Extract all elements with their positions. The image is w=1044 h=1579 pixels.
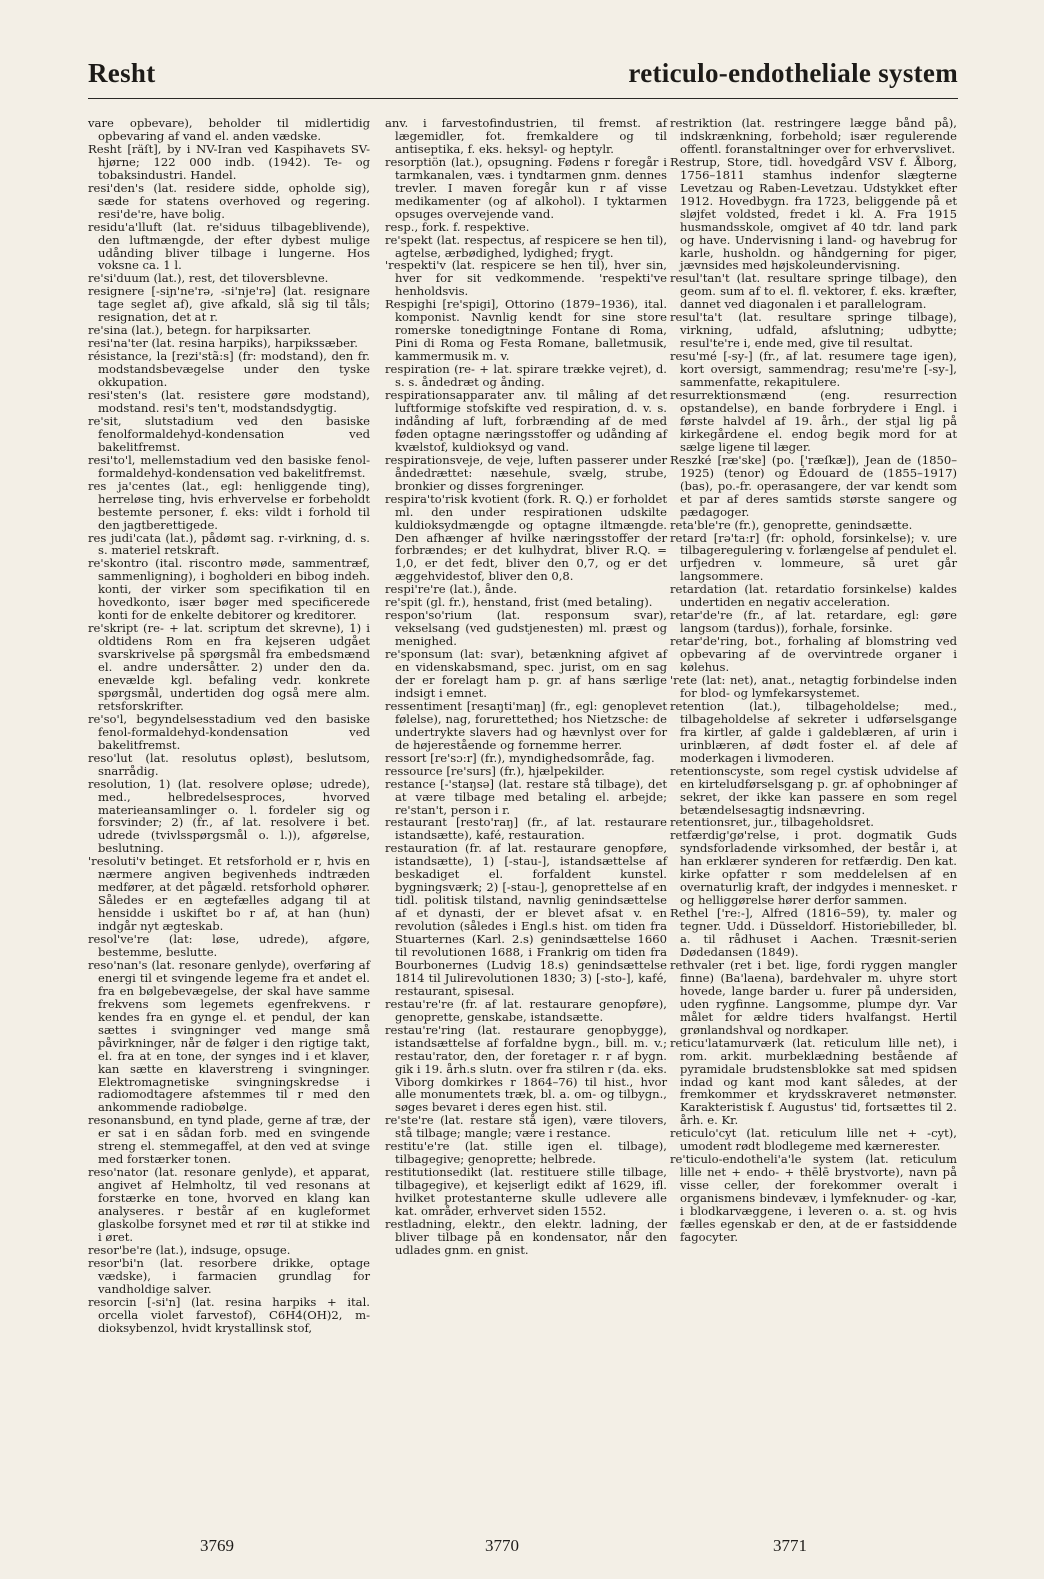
dictionary-entry: rethvaler (ret i bet. lige, fordi ryggen mangler finne) (Ba'laena), bardehvaler m. uhyre stort hovede, lange barder u. furer på undersiden, uden rygfinne. Langsomme, plumpe dyr. Var målet for ældre tiders hvalfangst. Hertil grønlandshval og nordkaper.	[670, 957, 957, 1037]
dictionary-entry: resurrektionsmænd (eng. resurrection opstandelse), en bande forbrydere i Engl. i første halvdel af 19. årh., der stjal lig på kirkegårdene el. endog begik mord for at sælge ligene til læger.	[670, 388, 957, 454]
dictionary-entry: reso'nator (lat. resonare genlyde), et apparat, angivet af Helmholtz, til ved resonans at forstærke en tone, hvorved en klang kan analyseres. r består af en kugleformet glaskolbe forsynet med et rør til at stikke ind i øret.	[88, 1165, 370, 1244]
dictionary-entry: resor'bi'n (lat. resorbere drikke, optage vædske), i farmacien grundlag for vandholdige salver.	[88, 1255, 370, 1296]
dictionary-entry: resor'be're (lat.), indsuge, opsuge.	[88, 1242, 291, 1257]
dictionary-entry: restriktion (lat. restringere lægge bånd på), indskrænkning, forbehold; især regulerende offentl. foranstaltninger over for erhvervslivet.	[670, 116, 957, 156]
dictionary-entry: re'ticulo-endotheli'a'le system (lat. reticulum lille net + endo- + thēlē brystvorte), navn på visse celler, der forekommer overalt i organismens bindevæv, i lymfeknuder- og -kar, i blodkarvæggene, i leveren o. a. st. og hvis fælles egenskab er den, at de er fastsiddende fagocyter.	[670, 1152, 957, 1244]
dictionary-entry: retard [rə'ta:r] (fr: ophold, forsinkelse); v. ure tilbageregulering v. forlængelse af pendulet el. urfjedren v. lommeure, så uret går langsommere.	[670, 530, 957, 584]
dictionary-entry: resi'na'ter (lat. resina harpiks), harpikssæber.	[88, 336, 358, 351]
dictionary-entry: reso'nan's (lat. resonare genlyde), overføring af energi til et svingende legeme fra et andet el. fra en bølgebevægelse, der skal have samme frekvens som legemets egenfrekvens. r kendes fra en gynge el. et pendul, der kan sættes i svingninger ved mange små påvirkninger, når de følger i den rigtige takt, el. fra at en tone, der synges ind i et klaver, kan sætte en klaverstreng i svingninger. Elektromagnetiske svingningskredse i radiomodtagere afstemmes til r med den ankommende radiobølge.	[88, 957, 370, 1115]
dictionary-entry: resorcin [-si'n] (lat. resina harpiks + ital. orcella violet farvestof), C6H4(OH)2, m-dioksybenzol, hvidt krystallinsk stof,	[88, 1294, 370, 1335]
dictionary-entry: 'rete (lat: net), anat., netagtig forbindelse inden for blod- og lymfekarsystemet.	[670, 672, 957, 700]
dictionary-entry: re'sit, slutstadium ved den basiske fenolformaldehyd-kondensation ved bakelitfremst.	[88, 413, 370, 454]
dictionary-entry: restladning, elektr., den elektr. ladning, der bliver tilbage på en kondensator, når den udlades gnm. en gnist.	[385, 1217, 667, 1257]
dictionary-entry: resignere [-siɲ'ne'rə, -si'nje'rə] (lat. resignare tage seglet af), give afkald, slå sig til tåls; resignation, det at r.	[88, 284, 370, 325]
dictionary-entry: retention (lat.), tilbageholdelse; med., tilbageholdelse af sekreter i udførselsgange fra kirtler, af galde i galdeblæren, af urin i urinblæren, af dødt foster el. af dele af moderkagen i livmoderen.	[670, 698, 957, 765]
dictionary-entry: resonansbund, en tynd plade, gerne af træ, der er sat i en sådan forb. med en svingende streng el. stemmegaffel, at den ved at svinge med forstærker tonen.	[88, 1113, 370, 1167]
dictionary-entry: Resht [räſt], by i NV-Iran ved Kaspihavets SV-hjørne; 122 000 indb. (1942). Te- og tobaksindustri. Handel.	[88, 141, 370, 182]
right-guideword: reticulo-endotheliale system	[628, 58, 958, 88]
dictionary-entry: restau're'ring (lat. restaurare genopbygge), istandsættelse af forfaldne bygn., bill. m. v.; restau'rator, den, der foretager r. r af bygn. gik i 19. årh.s slutn. over fra stilren r (da. eks. Viborg domkirkes r 1864–76) til hist., hvor alle monumentets træk, bl. a. om- og tilbygn., søges bevaret i deres egen hist. stil.	[385, 1022, 667, 1115]
dictionary-entry: resol've're (lat: løse, udrede), afgøre, bestemme, beslutte.	[88, 932, 370, 959]
left-guideword: Resht	[88, 58, 156, 88]
dictionary-entry: retar'de're (fr., af lat. retardare, egl: gøre langsom (tardus)), forhale, forsinke.	[670, 608, 957, 636]
dictionary-entry: Reszké [ræ'ske] (po. ['ræſkæ]), Jean de (1850–1925) (tenor) og Édouard de (1855–1917) (bas), po.-fr. operasangere, der var kendt som et par af deres samtids største sangere og pædagoger.	[670, 452, 957, 519]
dictionary-entry: re'skript (re- + lat. scriptum det skrevne), 1) i oldtidens Rom en fra kejseren udgået svarskrivelse på spørgsmål fra embedsmænd el. andre undersåtter. 2) under den da. enevælde kgl. befaling vedr. konkrete spørgsmål, undertiden dog også mere alm. retsforskrifter.	[88, 621, 370, 713]
dictionary-entry: res judi'cata (lat.), pådømt sag. r-virkning, d. s. s. materiel retskraft.	[88, 530, 370, 558]
dictionary-entry: respiration (re- + lat. spirare trække vejret), d. s. s. åndedræt og ånding.	[385, 362, 667, 390]
dictionary-entry: reticu'latamurværk (lat. reticulum lille net), i rom. arkit. murbeklædning bestående af pyramidale brudstensblokke sat med spidsen indad og kant mod kant således, at der fremkommer et krydsskraveret netmønster. Karakteristisk f. Augustus' tid, fortsættes til 2. årh. e. Kr.	[670, 1035, 957, 1128]
dictionary-entry: retentionscyste, som regel cystisk udvidelse af en kirteludførselsgang p. gr. af ophobninger af sekret, der ikke kan passere en som regel betændelsesagtig indsnævring.	[670, 763, 957, 817]
dictionary-entry: resorptiön (lat.), opsugning. Fødens r foregår i tarmkanalen, væs. i tyndtarmen gnm. dennes trevler. I maven foregår kun r af visse medikamenter (og af alkohol). I tyktarmen opsuges overvejende vand.	[385, 154, 667, 221]
dictionary-entry: résistance, la [rezi'stã:s] (fr: modstand), den fr. modstandsbevægelse under den tyske okkupation.	[88, 349, 370, 390]
dictionary-entry: resul'ta't (lat. resultare springe tilbage), virkning, udfald, afslutning; udbytte; resul'te're i, ende med, give til resultat.	[670, 310, 957, 351]
page-number-left: 3769	[200, 1536, 234, 1555]
dictionary-entry: resi'to'l, mellemstadium ved den basiske fenol-formaldehyd-kondensation ved bakelitfremst.	[88, 452, 370, 480]
dictionary-entry: resi'sten's (lat. resistere gøre modstand), modstand. resi's ten't, modstandsdygtig.	[88, 388, 370, 415]
dictionary-entry: re'sponsum (lat: svar), betænkning afgivet af en videnskabsmand, spec. jurist, om en sag der er forelagt ham p. gr. af hans særlige indsigt i emnet.	[385, 647, 667, 700]
dictionary-entry: Rethel ['re:-], Alfred (1816–59), ty. maler og tegner. Udd. i Düsseldorf. Historiebilleder, bl. a. til rådhuset i Aachen. Træsnit-serien Dødedansen (1849).	[670, 906, 957, 959]
dictionary-entry: resp., fork. f. respektive.	[385, 219, 530, 234]
dictionary-entry: resul'tan't (lat. resultare springe tilbage), den geom. sum af to el. fl. vektorer, f. eks. kræfter, dannet ved diagonalen i et parallelogram.	[670, 271, 957, 312]
dictionary-entry: restance [-'staŋsə] (lat. restare stå tilbage), det at være tilbage med betaling el. arbejde; re'stan't, person i r.	[385, 776, 667, 817]
dictionary-entry: resi'den's (lat. residere sidde, opholde sig), sæde for statens overhoved og regering. resi'de're, have bolig.	[88, 180, 370, 221]
page-number-middle: 3770	[485, 1536, 519, 1555]
dictionary-entry: retardation (lat. retardatio forsinkelse) kaldes undertiden en negativ acceleration.	[670, 582, 957, 610]
dictionary-entry: respon'so'rium (lat. responsum svar), vekselsang (ved gudstjenesten) ml. præst og menighed.	[385, 608, 667, 649]
dictionary-entry: respira'to'risk kvotient (fork. R. Q.) er forholdet ml. den under respirationen udskilte kuldioksydmængde og optagne iltmængde. Den afhænger af hvilke næringsstoffer der forbrændes; er det kulhydrat, bliver R.Q. = 1,0, er det fedt, bliver den 0,7, og er det æggehvidestof, bliver den 0,8.	[385, 491, 667, 584]
dictionary-entry: re'spekt (lat. respectus, af respicere se hen til), agtelse, ærbødighed, lydighed; frygt.	[385, 232, 667, 260]
dictionary-entry: reticulo'cyt (lat. reticulum lille net + -cyt), umodent rødt blodlegeme med kærnerester.	[670, 1126, 957, 1154]
dictionary-entry: retfærdig'gø'relse, i prot. dogmatik Guds syndsforladende virksomhed, der består i, at han erklærer synderen for retfærdig. Den kat. kirke opfatter r som meddelelsen af en overnaturlig kraft, der indgydes i mennesket. r og helliggørelse hører derfor sammen.	[670, 828, 957, 908]
running-header	[88, 52, 958, 99]
dictionary-entry: retentionsret, jur., tilbageholdsret.	[670, 815, 874, 830]
dictionary-entry: reta'ble're (fr.), genoprette, genindsætte.	[670, 517, 913, 532]
dictionary-entry: respirationsapparater anv. til måling af det luftformige stofskifte ved respiration, d. v. s. indånding af luft, forbrænding af de med føden optagne næringsstoffer og udånding af kvælstof, kuldioksyd og vand.	[385, 388, 667, 454]
dictionary-entry: 'respekti'v (lat. respicere se hen til), hver sin, hver for sit vedkommende. 'respekti've henholdsvis.	[385, 258, 667, 299]
page-number-right: 3771	[773, 1536, 807, 1555]
dictionary-entry: re'sina (lat.), betegn. for harpiksarter.	[88, 323, 312, 338]
dictionary-entry: residu'a'lluft (lat. re'siduus tilbageblivende), den luftmængde, der efter dybest mulige udånding bliver tilbage i lungerne. Hos voksne ca. 1 l.	[88, 219, 370, 273]
dictionary-entry: re'spit (gl. fr.), henstand, frist (med betaling).	[385, 595, 653, 610]
dictionary-entry: restau're're (fr. af lat. restaurare genopføre), genoprette, genskabe, istandsætte.	[385, 996, 667, 1024]
column-2	[385, 117, 667, 1257]
dictionary-entry: Respighi [re'spigi], Ottorino (1879–1936), ital. komponist. Navnlig kendt for sine store romerske tonedigtninge Fontane di Roma, Pini di Roma og Festa Romane, balletmusik, kammermusik m. v.	[385, 297, 667, 364]
dictionary-entry: res ja'centes (lat., egl: henliggende ting), herreløse ting, hvis erhvervelse er forbeholdt bestemte personer, f. eks: vildt i forhold til den jagtberettigede.	[88, 478, 370, 532]
dictionary-entry: 'resoluti'v betinget. Et retsforhold er r, hvis en nærmere angiven begivenheds indtræden medfører, at det pågæld. retsforhold ophører. Således er en ægtefælles adgang til at hensidde i uskiftet bo r af, at han (hun) indgår nyt ægteskab.	[88, 854, 370, 934]
dictionary-entry: resu'mé [-sy-] (fr., af lat. resumere tage igen), kort oversigt, sammendrag; resu'me're [-sy-], sammenfatte, rekapitulere.	[670, 349, 957, 390]
dictionary-entry: ressort [re'sɔ:r] (fr.), myndighedsområde, fag.	[385, 750, 655, 765]
dictionary-entry: re'skontro (ital. riscontro møde, sammentræf, sammenligning), i bogholderi en bibog indeh. konti, der virker som specifikation til en hovedkonto, især bøger med specificerede konti for de enkelte debitorer og kreditorer.	[88, 556, 370, 623]
dictionary-entry: re'so'l, begyndelsesstadium ved den basiske fenol-formaldehyd-kondensation ved bakelitfremst.	[88, 711, 370, 752]
dictionary-entry: reso'lut (lat. resolutus opløst), beslutsom, snarrådig.	[88, 750, 370, 778]
dictionary-entry: re'ste're (lat. restare stå igen), være tilovers, stå tilbage; mangle; være i restance.	[385, 1113, 667, 1141]
dictionary-entry: respirationsveje, de veje, luften passerer under åndedrættet: næsehule, svælg, strube, bronkier og disses forgreninger.	[385, 452, 667, 493]
dictionary-entry: restitu'e're (lat. stille igen el. tilbage), tilbagegive; genoprette; helbrede.	[385, 1139, 667, 1167]
dictionary-entry: respi're're (lat.), ånde.	[385, 582, 518, 597]
dictionary-entry: restauration (fr. af lat. restaurare genopføre, istandsætte), 1) [-stau-], istandsættelse af beskadiget el. forfaldent kunstel. bygningsværk; 2) [-stau-], genoprettelse af en tidl. politisk tilstand, navnlig genindsættelse af et dynasti, der er blevet afsat v. en revolution (således i Engl.s hist. om tiden fra Stuarternes (Karl. 2.s) genindsættelse 1660 til revolutionen 1688, i Frankrig om tiden fra Bourbonernes (Ludvig 18.s) genindsættelse 1814 til Julirevolutionen 1830; 3) [-sto-], kafé, restaurant, spisesal.	[385, 841, 667, 998]
dictionary-entry: ressource [re'surs] (fr.), hjælpekilder.	[385, 763, 605, 778]
dictionary-entry: ressentiment [resaŋti'maŋ] (fr., egl: genoplevet følelse), nag, forurettethed; hos Nietzsche: de undertrykte slavers had og hævnlyst over for de højerestående og fornemme herrer.	[385, 698, 667, 752]
column-1	[88, 117, 370, 1335]
dictionary-entry: retar'de'ring, bot., forhaling af blomstring ved opbevaring af de overvintrede organer i kølehus.	[670, 634, 957, 675]
dictionary-entry: anv. i farvestofindustrien, til fremst. af lægemidler, fot. fremkaldere og til antiseptika, f. eks. heksyl- og heptylr.	[385, 116, 667, 156]
dictionary-entry: re'si'duum (lat.), rest, det tiloversblevne.	[88, 271, 329, 286]
dictionary-entry: resolution, 1) (lat. resolvere opløse; udrede), med., helbredelsesproces, hvorved materieansamlinger o. l. fordeler sig og forsvinder; 2) (fr., af lat. resolvere i bet. udrede (tvivlsspørgsmål o. l.)), afgørelse, beslutning.	[88, 776, 370, 856]
dictionary-entry: restitutionsedikt (lat. restituere stille tilbage, tilbagegive), et kejserligt edikt af 1629, ifl. hvilket protestanterne skulle udlevere alle kat. områder, erhvervet siden 1552.	[385, 1165, 667, 1219]
dictionary-entry: Restrup, Store, tidl. hovedgård VSV f. Ålborg, 1756–1811 stamhus indenfor slægterne Levetzau og Raben-Levetzau. Udstykket efter 1912. Hovedbygn. fra 1723, beliggende på et sløjfet voldsted, fredet i kl. A. Fra 1915 husmandsskole, omgivet af 40 tdr. land park og have. Undervisning i land- og havebrug for karle, husholdn. og håndgerning for piger, jævnsides med højskoleundervisning.	[670, 154, 957, 273]
column-3	[670, 117, 957, 1244]
dictionary-entry: vare opbevare), beholder til midlertidig opbevaring af vand el. anden vædske.	[88, 116, 370, 143]
dictionary-entry: restaurant [resto'raŋ] (fr., af lat. restaurare istandsætte), kafé, restauration.	[385, 815, 667, 843]
